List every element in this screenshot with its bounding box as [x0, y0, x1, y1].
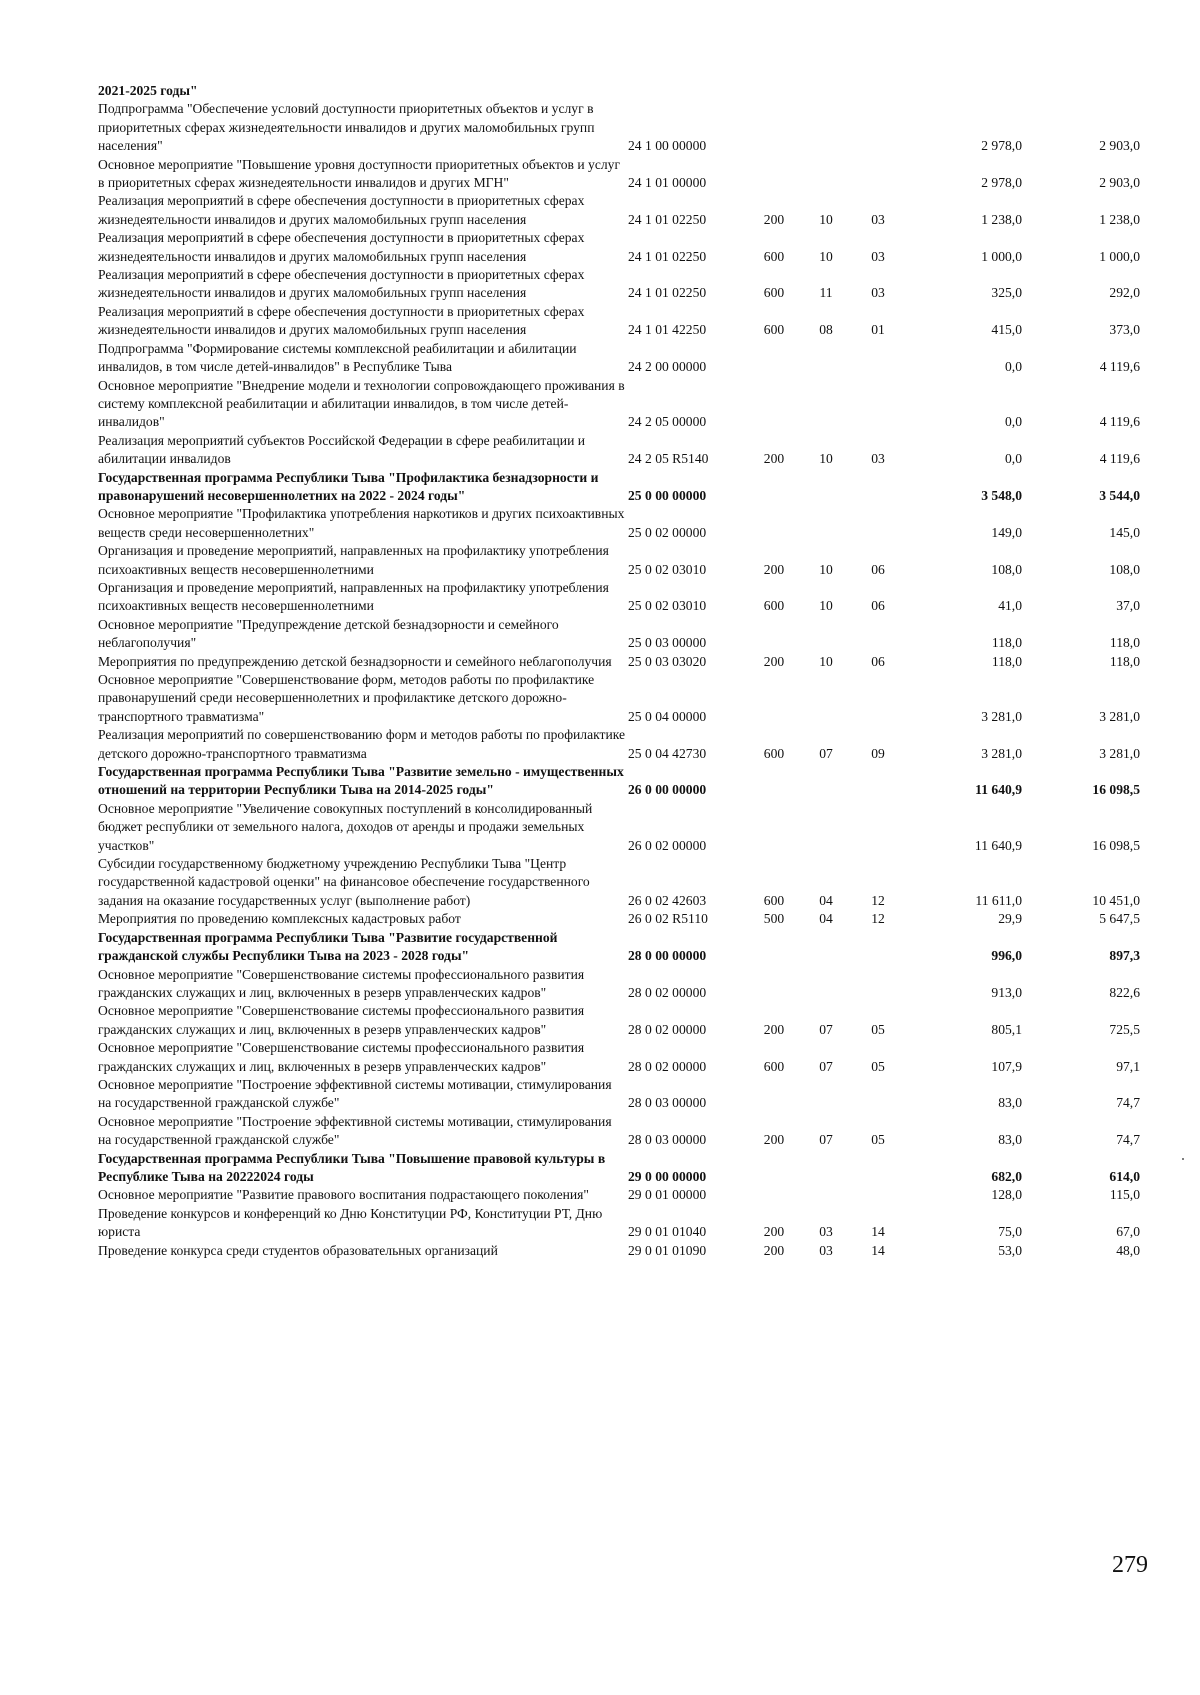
- row-subsection: 03: [871, 285, 885, 301]
- row-name: Основное мероприятие "Развитие правового воспитания подрастающего поколения": [98, 1187, 589, 1203]
- row-expense-type: [748, 966, 800, 1003]
- row-sum-year1: 29,9: [998, 911, 1022, 927]
- row-subsection: 14: [871, 1224, 885, 1240]
- row-name: Основное мероприятие "Повышение уровня доступности приоритетных объектов и услуг в приоритетных сферах жизнедеятельности инвалидов и других МГН": [98, 156, 621, 191]
- row-sum-year1: 118,0: [991, 635, 1022, 651]
- row-sum-year1: 3 281,0: [981, 708, 1022, 724]
- row-subsection: [852, 156, 904, 193]
- row-subsection: 09: [871, 745, 885, 761]
- table-row: [98, 763, 1140, 800]
- row-sum-year1: 83,0: [998, 1132, 1022, 1148]
- row-subsection: [852, 82, 904, 100]
- table-row: [98, 542, 1140, 579]
- row-name: Основное мероприятие "Совершенствование форм, методов работы по профилактике правонарушений среди несовершеннолетних и профилактике детского дорожно-транспортного травматизма": [98, 672, 595, 724]
- row-sum-year2: 16 098,5: [1092, 782, 1140, 798]
- row-section: 10: [819, 561, 833, 577]
- row-subsection: [852, 763, 904, 800]
- row-expense-type: 200: [763, 451, 785, 467]
- row-sum-year2: 67,0: [1116, 1224, 1140, 1240]
- row-sum-year2: 108,0: [1109, 561, 1140, 577]
- row-subsection: 14: [871, 1242, 885, 1258]
- row-code: 28 0 00 00000: [628, 948, 707, 964]
- row-expense-type: [748, 156, 800, 193]
- row-expense-type: [748, 1076, 800, 1113]
- row-name: Основное мероприятие "Увеличение совокупных поступлений в консолидированный бюджет республики от земельного налога, доходов от аренды и продажи земельных участков": [98, 800, 593, 853]
- row-sum-year1: 415,0: [991, 322, 1022, 338]
- row-subsection: 06: [871, 598, 885, 614]
- row-section: [800, 1150, 852, 1187]
- row-subsection: [852, 966, 904, 1003]
- row-code: 25 0 00 00000: [628, 487, 707, 503]
- row-name: Основное мероприятие "Построение эффективной системы мотивации, стимулирования на государственной гражданской службе": [98, 1076, 612, 1111]
- row-sum-year1: 2 978,0: [981, 138, 1022, 154]
- row-name: Подпрограмма "Формирование системы комплексной реабилитации и абилитации инвалидов, в том числе детей-инвалидов" в Республике Тыва: [98, 340, 577, 375]
- row-sum-year1: 11 611,0: [975, 892, 1022, 908]
- row-sum-year1: 996,0: [991, 948, 1022, 964]
- row-expense-type: [748, 616, 800, 653]
- row-name: Реализация мероприятий в сфере обеспечения доступности в приоритетных сферах жизнедеятельности инвалидов и других маломобильных групп населения: [98, 303, 585, 338]
- row-sum-year2: 292,0: [1109, 285, 1140, 301]
- row-expense-type: [748, 1186, 800, 1204]
- row-sum-year2: 48,0: [1116, 1242, 1140, 1258]
- row-name: Государственная программа Республики Тыва "Повышение правовой культуры в Республике Тыва на 20222024 годы: [98, 1150, 606, 1184]
- row-sum-year1: 83,0: [998, 1095, 1022, 1111]
- row-code: 25 0 02 00000: [628, 524, 707, 540]
- row-code: 25 0 03 03020: [628, 653, 707, 669]
- row-sum-year2: 3 544,0: [1099, 487, 1140, 503]
- row-name: Основное мероприятие "Совершенствование системы профессионального развития гражданских служащих и лиц, включенных в резерв управленческих кадров": [98, 966, 585, 1000]
- table-row: [98, 266, 1140, 303]
- row-subsection: [852, 1076, 904, 1113]
- row-name: Реализация мероприятий в сфере обеспечения доступности в приоритетных сферах жизнедеятельности инвалидов и других маломобильных групп населения: [98, 267, 585, 301]
- table-row: [98, 82, 1140, 100]
- row-name: Мероприятия по предупреждению детской безнадзорности и семейного неблагополучия: [98, 653, 612, 669]
- row-sum-year2: 118,0: [1109, 653, 1140, 669]
- table-row: [98, 671, 1140, 726]
- row-sum-year2: 3 281,0: [1099, 745, 1140, 761]
- row-expense-type: 200: [763, 1224, 785, 1240]
- row-code: 28 0 03 00000: [628, 1132, 707, 1148]
- table-row: [98, 800, 1140, 855]
- row-section: 11: [819, 285, 833, 301]
- row-name: Мероприятия по проведению комплексных кадастровых работ: [98, 911, 461, 927]
- row-subsection: 06: [871, 653, 885, 669]
- row-name: Подпрограмма "Обеспечение условий доступности приоритетных объектов и услуг в приоритетных сферах жизнедеятельности инвалидов и других маломобильных групп населения": [98, 101, 595, 154]
- row-code: 25 0 04 00000: [628, 708, 707, 724]
- row-code: 29 0 01 01040: [628, 1224, 707, 1240]
- row-section: 10: [819, 248, 833, 264]
- row-subsection: 06: [871, 561, 885, 577]
- row-subsection: [852, 616, 904, 653]
- row-expense-type: [748, 1150, 800, 1187]
- row-sum-year2: 897,3: [1109, 948, 1140, 964]
- row-name: Основное мероприятие "Построение эффективной системы мотивации, стимулирования на государственной гражданской службе": [98, 1113, 612, 1148]
- table-row: [98, 1242, 1140, 1260]
- row-section: 10: [819, 211, 833, 227]
- row-sum-year1: 53,0: [998, 1242, 1022, 1258]
- row-sum-year1: 128,0: [991, 1187, 1022, 1203]
- row-sum-year2: 1 238,0: [1099, 211, 1140, 227]
- row-section: 07: [819, 1021, 833, 1037]
- row-code: 26 0 02 R5110: [628, 911, 708, 927]
- row-subsection: [852, 929, 904, 966]
- row-section: [800, 82, 852, 100]
- table-row: [98, 910, 1140, 928]
- row-section: [800, 340, 852, 377]
- row-subsection: [852, 377, 904, 432]
- row-sum-year2: 74,7: [1116, 1132, 1140, 1148]
- row-sum-year1: 118,0: [991, 653, 1022, 669]
- row-code: 24 2 05 R5140: [628, 451, 709, 467]
- row-name: Основное мероприятие "Совершенствование системы профессионального развития гражданских служащих и лиц, включенных в резерв управленческих кадров": [98, 1003, 585, 1037]
- row-section: [800, 966, 852, 1003]
- table-row: [98, 1150, 1140, 1187]
- row-subsection: [852, 671, 904, 726]
- row-sum-year2: 725,5: [1109, 1021, 1140, 1037]
- row-name: Основное мероприятие "Совершенствование системы профессионального развития гражданских служащих и лиц, включенных в резерв управленческих кадров": [98, 1040, 585, 1074]
- table-row: [98, 966, 1140, 1003]
- row-name: Реализация мероприятий субъектов Российской Федерации в сфере реабилитации и абилитации инвалидов: [98, 432, 586, 467]
- row-section: [800, 800, 852, 855]
- scan-speck: [1182, 1158, 1184, 1160]
- row-sum-year2: 97,1: [1116, 1058, 1140, 1074]
- row-section: [800, 469, 852, 506]
- row-sum-year2: 373,0: [1109, 322, 1140, 338]
- row-name: Государственная программа Республики Тыва "Развитие государственной гражданской службы Республики Тыва на 2023 - 2028 годы": [98, 929, 558, 964]
- row-code: 29 0 01 00000: [628, 1187, 707, 1203]
- row-code: 24 1 00 00000: [628, 138, 707, 154]
- row-expense-type: 600: [763, 892, 785, 908]
- row-sum-year1: 325,0: [991, 285, 1022, 301]
- row-subsection: 03: [871, 451, 885, 467]
- row-code: 28 0 03 00000: [628, 1095, 707, 1111]
- row-expense-type: 500: [763, 911, 785, 927]
- row-name: Основное мероприятие "Предупреждение детской безнадзорности и семейного неблагополучия": [98, 616, 559, 651]
- row-code: 24 2 00 00000: [628, 359, 707, 375]
- row-expense-type: [748, 469, 800, 506]
- row-code: 24 1 01 00000: [628, 175, 707, 191]
- row-section: 10: [819, 598, 833, 614]
- row-code: 28 0 02 00000: [628, 1021, 707, 1037]
- row-subsection: 12: [871, 892, 885, 908]
- row-subsection: [852, 800, 904, 855]
- table-row: [98, 229, 1140, 266]
- row-section: [800, 377, 852, 432]
- row-section: 10: [819, 653, 833, 669]
- table-row: [98, 377, 1140, 432]
- row-sum-year1: 75,0: [998, 1224, 1022, 1240]
- row-sum-year1: 11 640,9: [974, 837, 1022, 853]
- row-name: Организация и проведение мероприятий, направленных на профилактику употребления психоактивных веществ несовершеннолетними: [98, 579, 609, 614]
- row-code: 24 1 01 02250: [628, 248, 707, 264]
- row-sum-year1: 41,0: [998, 598, 1022, 614]
- row-subsection: 05: [871, 1132, 885, 1148]
- row-section: [800, 1186, 852, 1204]
- table-row: [98, 100, 1140, 155]
- table-row: [98, 855, 1140, 910]
- row-code: 28 0 02 00000: [628, 984, 707, 1000]
- table-row: [98, 1076, 1140, 1113]
- row-subsection: [852, 340, 904, 377]
- row-expense-type: 600: [763, 322, 785, 338]
- table-row: [98, 156, 1140, 193]
- row-sum-year2: 118,0: [1109, 635, 1140, 651]
- table-row: [98, 505, 1140, 542]
- row-section: 03: [819, 1224, 833, 1240]
- row-name: Организация и проведение мероприятий, направленных на профилактику употребления психоактивных веществ несовершеннолетними: [98, 543, 609, 577]
- row-name: 2021-2025 годы": [98, 83, 198, 98]
- row-code: 29 0 01 01090: [628, 1242, 707, 1258]
- row-code: 25 0 04 42730: [628, 745, 707, 761]
- row-code: 29 0 00 00000: [628, 1168, 707, 1184]
- row-sum-year2: 74,7: [1116, 1095, 1140, 1111]
- row-subsection: 01: [871, 322, 885, 338]
- row-sum-year1: 107,9: [991, 1058, 1022, 1074]
- budget-table: [98, 82, 1140, 1260]
- row-sum-year1: 0,0: [1005, 414, 1022, 430]
- row-sum-year1: 108,0: [991, 561, 1022, 577]
- row-name: Основное мероприятие "Внедрение модели и технологии сопровождающего проживания в систему комплексной реабилитации и абилитации инвалидов, в том числе детей-инвалидов": [98, 377, 625, 430]
- table-row: [98, 432, 1140, 469]
- row-sum-year1: 805,1: [991, 1021, 1022, 1037]
- row-section: 07: [819, 1132, 833, 1148]
- row-expense-type: 200: [763, 653, 785, 669]
- row-expense-type: 200: [763, 1021, 785, 1037]
- row-subsection: [852, 100, 904, 155]
- table-row: [98, 929, 1140, 966]
- row-subsection: 03: [871, 248, 885, 264]
- row-sum-year1: 682,0: [991, 1168, 1022, 1184]
- row-sum-year2: 4 119,6: [1099, 414, 1140, 430]
- row-subsection: 12: [871, 911, 885, 927]
- row-code: 24 1 01 02250: [628, 211, 707, 227]
- table-row: [98, 1039, 1140, 1076]
- row-code: 24 1 01 42250: [628, 322, 707, 338]
- row-code: [628, 82, 748, 100]
- row-expense-type: 600: [763, 598, 785, 614]
- row-sum-year2: 37,0: [1116, 598, 1140, 614]
- row-code: 25 0 03 00000: [628, 635, 707, 651]
- row-section: 04: [819, 892, 833, 908]
- table-row: [98, 1113, 1140, 1150]
- budget-table-body: [98, 82, 1140, 1260]
- row-code: 25 0 02 03010: [628, 598, 707, 614]
- row-sum-year2: 1 000,0: [1099, 248, 1140, 264]
- row-expense-type: 600: [763, 285, 785, 301]
- table-row: [98, 1205, 1140, 1242]
- row-sum-year1: 0,0: [1005, 451, 1022, 467]
- row-expense-type: [748, 82, 800, 100]
- row-subsection: [852, 1150, 904, 1187]
- row-expense-type: [748, 800, 800, 855]
- row-expense-type: 600: [763, 1058, 785, 1074]
- row-subsection: 05: [871, 1021, 885, 1037]
- page-number: 279: [1112, 1552, 1148, 1578]
- row-sum-year2: 822,6: [1109, 984, 1140, 1000]
- row-sum-year2: 5 647,5: [1099, 911, 1140, 927]
- row-section: [800, 763, 852, 800]
- row-sum-year2: 2 903,0: [1099, 138, 1140, 154]
- row-sum-year2: 4 119,6: [1099, 359, 1140, 375]
- row-sum-year1: 2 978,0: [981, 175, 1022, 191]
- row-section: 07: [819, 1058, 833, 1074]
- table-row: [98, 579, 1140, 616]
- row-section: 03: [819, 1242, 833, 1258]
- table-row: [98, 469, 1140, 506]
- row-section: [800, 100, 852, 155]
- row-section: [800, 929, 852, 966]
- row-code: 26 0 02 42603: [628, 892, 707, 908]
- row-sum-year2: 10 451,0: [1092, 892, 1140, 908]
- row-name: Проведение конкурса среди студентов образовательных организаций: [98, 1242, 498, 1258]
- table-row: [98, 1002, 1140, 1039]
- row-subsection: 05: [871, 1058, 885, 1074]
- row-sum-year2: 2 903,0: [1099, 175, 1140, 191]
- row-code: 24 2 05 00000: [628, 414, 707, 430]
- row-sum-year1: 1 238,0: [981, 211, 1022, 227]
- row-sum-year1: 1 000,0: [981, 248, 1022, 264]
- row-subsection: 03: [871, 211, 885, 227]
- row-sum-year1: [904, 82, 1022, 100]
- row-name: Государственная программа Республики Тыва "Профилактика безнадзорности и правонарушений несовершеннолетних на 2022 - 2024 годы": [98, 469, 599, 503]
- row-name: Проведение конкурсов и конференций ко Дню Конституции РФ, Конституции РТ, Дню юриста: [98, 1205, 603, 1240]
- row-name: Реализация мероприятий по совершенствованию форм и методов работы по профилактике детского дорожно-транспортного травматизма: [98, 727, 626, 761]
- row-sum-year1: 3 548,0: [981, 487, 1022, 503]
- row-section: 08: [819, 322, 833, 338]
- row-expense-type: [748, 671, 800, 726]
- row-section: [800, 671, 852, 726]
- row-expense-type: 200: [763, 1132, 785, 1148]
- row-code: 24 1 01 02250: [628, 285, 707, 301]
- table-row: [98, 1186, 1140, 1204]
- table-row: [98, 340, 1140, 377]
- row-expense-type: [748, 340, 800, 377]
- row-sum-year2: 614,0: [1109, 1168, 1140, 1184]
- row-expense-type: 200: [763, 1242, 785, 1258]
- row-expense-type: 600: [763, 248, 785, 264]
- table-row: [98, 616, 1140, 653]
- row-code: 26 0 00 00000: [628, 782, 707, 798]
- table-row: [98, 192, 1140, 229]
- row-name: Основное мероприятие "Профилактика употребления наркотиков и других психоактивных веществ среди несовершеннолетних": [98, 506, 625, 540]
- row-sum-year2: 145,0: [1109, 524, 1140, 540]
- row-sum-year1: 149,0: [991, 524, 1022, 540]
- row-sum-year2: 115,0: [1109, 1187, 1140, 1203]
- row-sum-year1: 913,0: [991, 984, 1022, 1000]
- table-row: [98, 653, 1140, 671]
- row-sum-year1: 3 281,0: [981, 745, 1022, 761]
- row-section: [800, 156, 852, 193]
- row-subsection: [852, 505, 904, 542]
- row-code: 28 0 02 00000: [628, 1058, 707, 1074]
- row-section: 07: [819, 745, 833, 761]
- row-sum-year2: [1022, 82, 1140, 100]
- row-expense-type: [748, 763, 800, 800]
- row-name: Субсидии государственному бюджетному учреждению Республики Тыва "Центр государственной кадастровой оценки" на финансовое обеспечение государственного задания на оказание государственных услуг (выполнение работ): [98, 856, 590, 908]
- row-expense-type: [748, 377, 800, 432]
- row-expense-type: [748, 929, 800, 966]
- row-code: 26 0 02 00000: [628, 837, 707, 853]
- row-sum-year1: 11 640,9: [975, 782, 1022, 798]
- row-subsection: [852, 469, 904, 506]
- row-name: Государственная программа Республики Тыва "Развитие земельно - имущественных отношений на территории Республики Тыва на 2014-2025 годы": [98, 764, 624, 798]
- row-section: [800, 1076, 852, 1113]
- row-sum-year2: 16 098,5: [1092, 837, 1140, 853]
- row-sum-year2: 3 281,0: [1099, 708, 1140, 724]
- row-sum-year1: 0,0: [1005, 359, 1022, 375]
- row-sum-year2: 4 119,6: [1099, 451, 1140, 467]
- row-expense-type: [748, 505, 800, 542]
- row-expense-type: 200: [763, 561, 785, 577]
- row-section: [800, 616, 852, 653]
- row-expense-type: [748, 100, 800, 155]
- row-name: Реализация мероприятий в сфере обеспечения доступности в приоритетных сферах жизнедеятельности инвалидов и других маломобильных групп населения: [98, 193, 585, 227]
- row-section: 10: [819, 451, 833, 467]
- row-section: 04: [819, 911, 833, 927]
- row-expense-type: 600: [763, 745, 785, 761]
- row-expense-type: 200: [763, 211, 785, 227]
- table-row: [98, 303, 1140, 340]
- row-code: 25 0 02 03010: [628, 561, 707, 577]
- row-name: Реализация мероприятий в сфере обеспечения доступности в приоритетных сферах жизнедеятельности инвалидов и других маломобильных групп населения: [98, 230, 585, 264]
- row-section: [800, 505, 852, 542]
- table-row: [98, 726, 1140, 763]
- row-subsection: [852, 1186, 904, 1204]
